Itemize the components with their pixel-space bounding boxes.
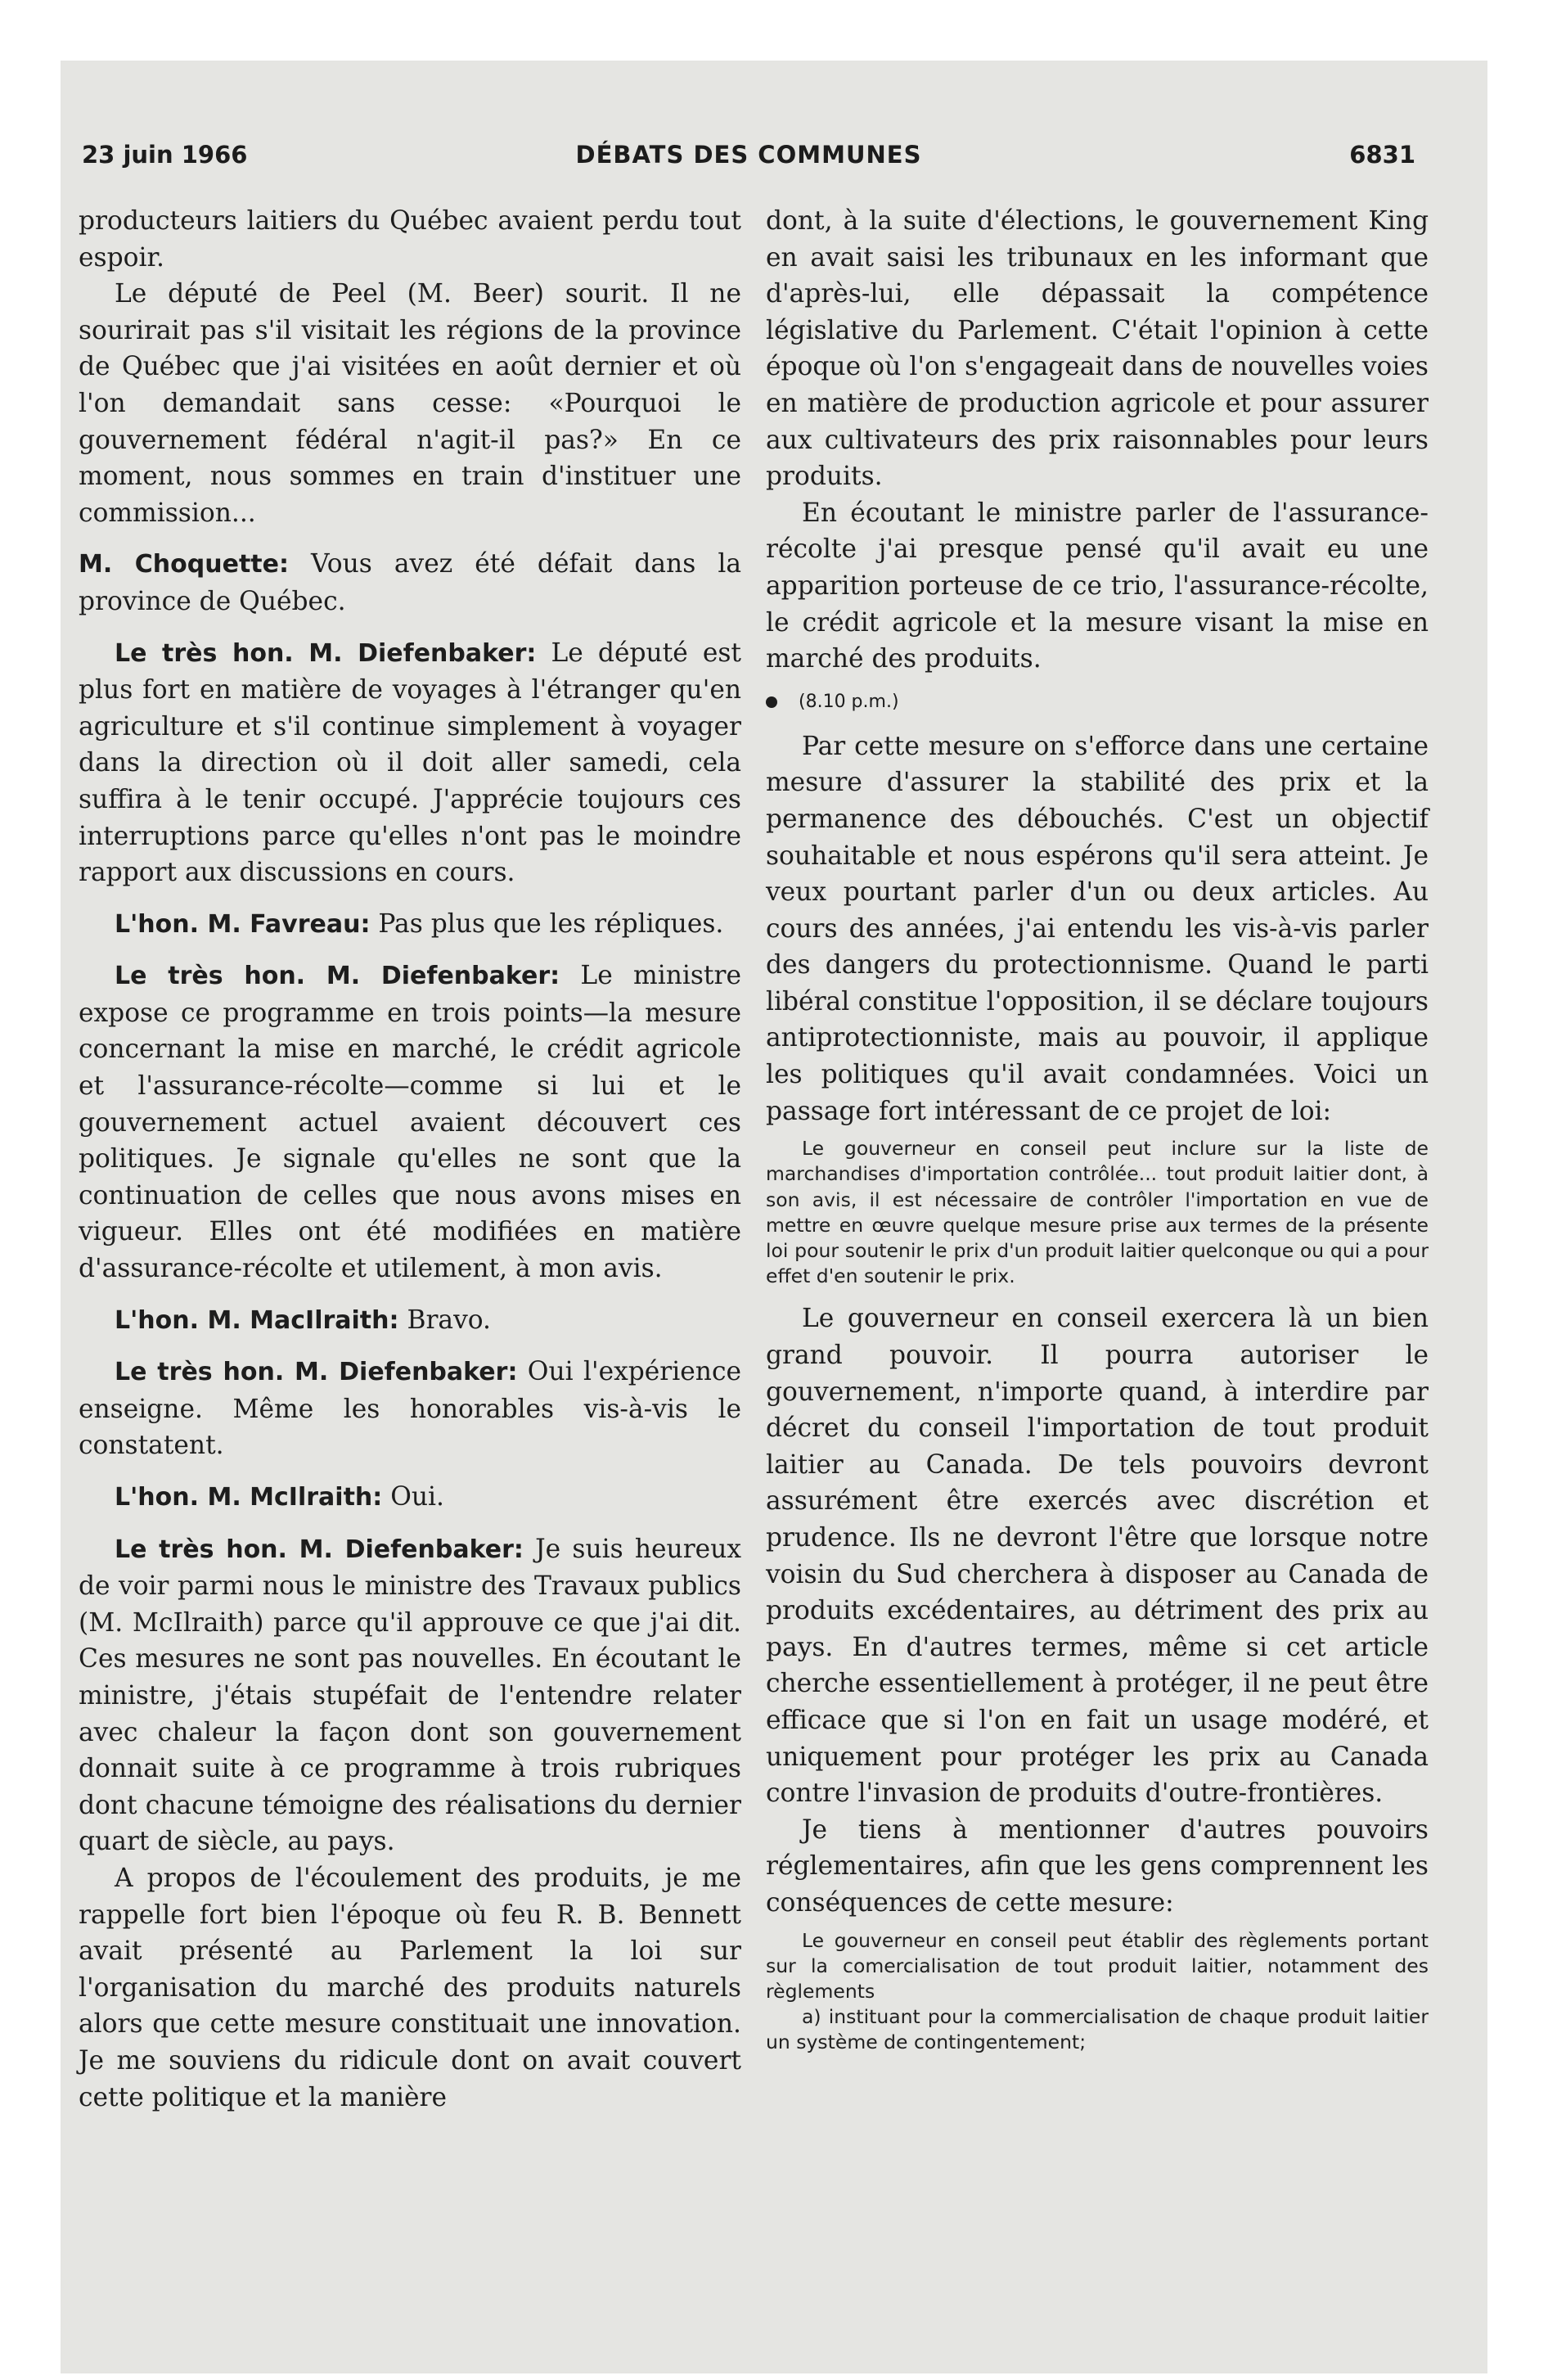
speaker-name: L'hon. M. Favreau: bbox=[115, 909, 371, 939]
paragraph: Par cette mesure on s'efforce dans une certaine mesure d'assurer la stabilité des prix et la permanence des débouchés. C'est un objectif souhaitable et nous espérons qu'il sera atteint. Je veux pourtant parler d'un ou deux articles. Au cours des années, j'ai entendu les vis-à-vis parler des dangers du protectionnisme. Quand le parti libéral constitue l'opposition, il se déclare toujours antiprotectionniste, mais au pouvoir, il applique les politiques qu'il avait condamnées. Voici un passage fort intéressant de ce projet de loi: bbox=[766, 731, 1429, 1126]
paragraph bbox=[79, 958, 741, 1287]
speech-text: Bravo. bbox=[398, 1305, 492, 1335]
speaker-name: Le très hon. M. Diefenbaker: bbox=[115, 962, 560, 991]
speaker-name: Le très hon. M. Diefenbaker: bbox=[115, 1358, 518, 1387]
right-column bbox=[766, 203, 1429, 2067]
speech-text: Le député est plus fort en matière de voyages à l'étranger qu'en agriculture et s'il continue simplement à voyager dans la direction où il doit aller samedi, cela suffira à le tenir occupé. J'apprécie toujours ces interruptions parce qu'elles n'ont pas le moindre rapport aux discussions en cours. bbox=[79, 638, 742, 888]
page-number: 6831 bbox=[1349, 141, 1415, 169]
speech-text: Oui l'expérience enseigne. Même les honorables vis-à-vis le constatent. bbox=[79, 1357, 741, 1461]
speech-text: Le ministre expose ce programme en trois points—la mesure concernant la mise en marché, le crédit agricole et l'assurance-récolte—comme si lui et le gouvernement actuel avaient découvert ces politiques. Je signale qu'elles ne sont que la continuation de celles que nous avons mises en vigueur. Elles ont été modifiées en matière d'assurance-récolte et utilement, à mon avis. bbox=[79, 961, 741, 1284]
quoted-bill-text: Le gouverneur en conseil peut établir des règlements portant sur la comercialisation de tout produit laitier, notamment des règlements bbox=[766, 1928, 1429, 2003]
page-header bbox=[82, 141, 1415, 182]
paragraph bbox=[79, 1302, 741, 1340]
paragraph bbox=[79, 906, 741, 944]
paragraph: En écoutant le ministre parler de l'assurance-récolte j'ai presque pensé qu'il avait eu une apparition porteuse de ce trio, l'assurance-récolte, le crédit agricole et la mesure visant la mise en marché des produits. bbox=[766, 498, 1429, 674]
quoted-bill-text: a) instituant pour la commercialisation de chaque produit laitier un système de contingentement; bbox=[766, 2005, 1429, 2054]
header-title: DÉBATS DES COMMUNES bbox=[575, 141, 922, 169]
speaker-name: Le très hon. M. Diefenbaker: bbox=[115, 1535, 524, 1564]
time-stamp bbox=[766, 687, 1429, 717]
speech-text: Vous avez été défait dans la province de Québec. bbox=[79, 549, 741, 616]
paragraph bbox=[79, 546, 741, 620]
time-stamp-text: (8.10 p.m.) bbox=[799, 691, 899, 712]
paragraph bbox=[79, 1354, 741, 1464]
paragraph bbox=[79, 1479, 741, 1517]
speech-text: Je suis heureux de voir parmi nous le ministre des Travaux publics (M. McIlraith) parce qu'il approuve ce que j'ai dit. Ces mesures ne sont pas nouvelles. En écoutant le ministre, j'étais stupéfait de l'entendre relater avec chaleur la façon dont son gouvernement donnait suite à ce programme à trois rubriques dont chacune témoigne des réalisations du dernier quart de siècle, au pays. bbox=[79, 1534, 741, 1857]
paragraph: A propos de l'écoulement des produits, je me rappelle fort bien l'époque où feu R. B. Bennett avait présenté au Parlement la loi sur l'organisation du marché des produits naturels alors que cette mesure constituait une innovation. Je me souviens du ridicule dont on avait couvert cette politique et la manière bbox=[79, 1863, 741, 2112]
speaker-name: L'hon. M. MacIlraith: bbox=[115, 1305, 399, 1335]
speech-text: Pas plus que les répliques. bbox=[370, 908, 724, 939]
quoted-bill-text: Le gouverneur en conseil peut inclure sur la liste de marchandises d'importation contrôlée... tout produit laitier dont, à son avis, il est nécessaire de contrôler l'importation en vue de mettre en œuvre quelque mesure prise aux termes de la présente loi pour soutenir le prix d'un produit laitier quelconque ou qui a pour effet d'en soutenir le prix. bbox=[766, 1137, 1429, 1288]
paragraph bbox=[79, 635, 741, 891]
bullet-icon bbox=[766, 696, 777, 708]
paragraph: dont, à la suite d'élections, le gouvernement King en avait saisi les tribunaux en les informant que d'après-lui, elle dépassait la compétence législative du Parlement. C'était l'opinion à cette époque où l'on s'engageait dans de nouvelles voies en matière de production agricole et pour assurer aux cultivateurs des prix raisonnables pour leurs produits. bbox=[766, 206, 1429, 492]
paragraph: Je tiens à mentionner d'autres pouvoirs réglementaires, afin que les gens comprennent les conséquences de cette mesure: bbox=[766, 1814, 1429, 1918]
speaker-name: Le très hon. M. Diefenbaker: bbox=[115, 638, 537, 668]
paragraph: Le gouverneur en conseil exercera là un bien grand pouvoir. Il pourra autoriser le gouvernement, n'importe quand, à interdire par décret du conseil l'importation de tout produit laitier au Canada. De tels pouvoirs devront assurément être exercés avec discrétion et prudence. Ils ne devront l'être que lorsque notre voisin du Sud cherchera à disposer au Canada de produits excédentaires, au détriment des prix au pays. En d'autres termes, même si cet article cherche essentiellement à protéger, il ne peut être efficace que si l'on en fait un usage modéré, et uniquement pour protéger les prix au Canada contre l'invasion de produits d'outre-frontières. bbox=[766, 1304, 1429, 1809]
left-column bbox=[79, 203, 741, 2116]
paragraph: Le député de Peel (M. Beer) sourit. Il ne sourirait pas s'il visitait les régions de la province de Québec que j'ai visitées en août dernier et où l'on demandait sans cesse: «Pourquoi le gouvernement fédéral n'agit-il pas?» En ce moment, nous sommes en train d'instituer une commission... bbox=[79, 279, 741, 528]
header-date: 23 juin 1966 bbox=[82, 141, 248, 169]
speaker-name: L'hon. M. McIlraith: bbox=[115, 1483, 383, 1512]
paragraph bbox=[79, 1531, 741, 1860]
paragraph: producteurs laitiers du Québec avaient perdu tout espoir. bbox=[79, 206, 741, 273]
speech-text: Oui. bbox=[382, 1482, 444, 1512]
speaker-name: M. Choquette: bbox=[79, 550, 289, 579]
